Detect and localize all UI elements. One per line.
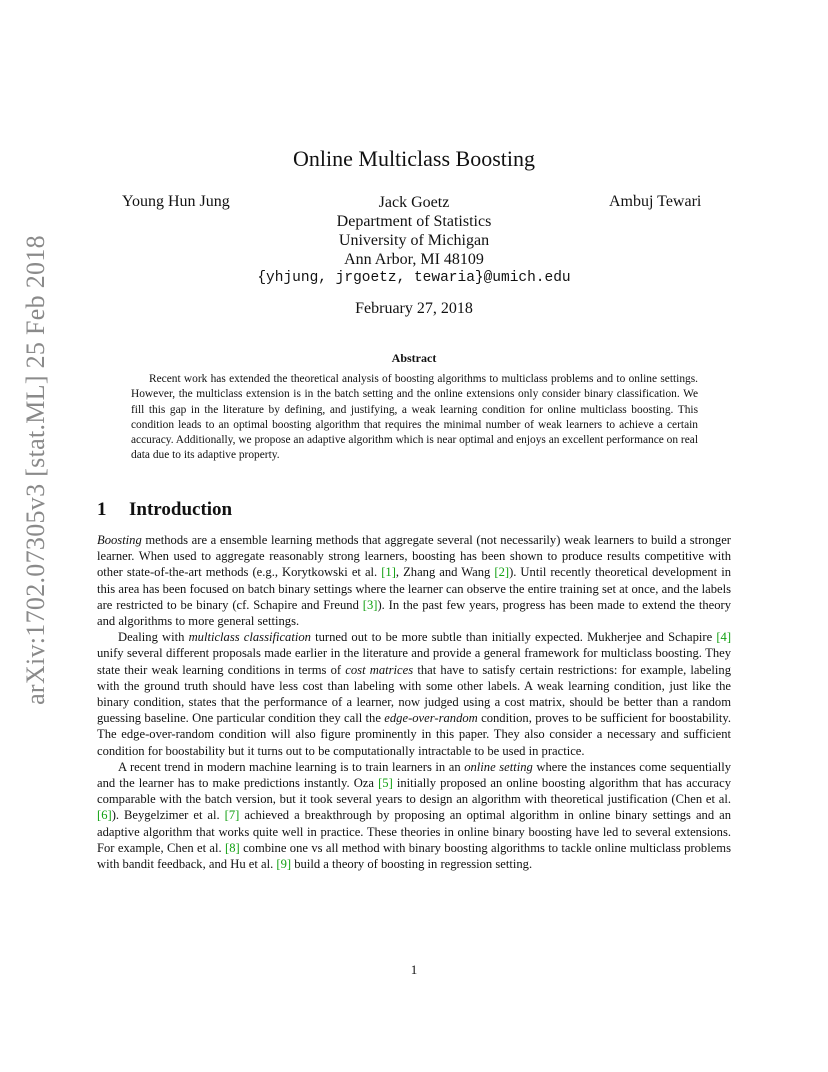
- citation-link[interactable]: [5]: [378, 776, 393, 791]
- emphasis-boosting: Boosting: [97, 533, 142, 547]
- abstract-text: Recent work has extended the theoretical analysis of boosting algorithms to multiclass problems and to online settings. However, the multiclass extension is in the batch setting and the online extensions only consider binary classification. We fill this gap in the literature by defining, and justifying, a weak learning condition for online multiclass boosting. This condition leads to an optimal boosting algorithm that requires the minimal number of weak learners to achieve a certain accuracy. Additionally, we propose an adaptive algorithm which is near optimal and enjoys an excellent performance on real data due to its adaptive property.: [131, 373, 698, 462]
- author-university: University of Michigan: [338, 232, 490, 249]
- text-run: build a theory of boosting in regression setting.: [291, 857, 533, 872]
- text-run: achieved a breakthrough by proposing an optimal algorithm in online binary settings and an adaptive algorithm that works quite well in practice. These theories in online binary boosting have led to several extensions. For example, Chen et al.: [97, 808, 732, 855]
- emphasis-cost-matrices: cost matrices: [345, 662, 414, 677]
- section-body: [97, 532, 731, 872]
- text-run: Dealing with: [118, 630, 189, 645]
- author-center: Jack Goetz: [378, 194, 450, 211]
- arxiv-identifier: arXiv:1702.07305v3 [stat.ML] 25 Feb 2018: [21, 235, 50, 705]
- emphasis-edge-over-random: edge-over-random: [384, 711, 478, 726]
- text-run: ). In the past few years, progress has been made to extend the theory and algorithms to more general settings.: [97, 597, 731, 629]
- citation-link[interactable]: [6]: [97, 808, 112, 823]
- abstract-heading: Abstract: [391, 351, 437, 365]
- author-city: Ann Arbor, MI 48109: [344, 251, 484, 268]
- section-heading: [97, 499, 232, 521]
- paragraph-3: [97, 759, 731, 872]
- citation-link[interactable]: [1]: [381, 565, 396, 580]
- section-number: 1: [97, 499, 107, 520]
- text-run: ). Until recently theoretical development in this area has been focused on batch binary settings where the learner can observe the entire training set at once, and the labels are restricted to be binary (cf. Schapire and Freund: [97, 565, 731, 612]
- text-run: A recent trend in modern machine learning is to train learners in an: [118, 759, 465, 774]
- text-run: combine one vs all method with binary boosting algorithms to tackle online multiclass problems with bandit feedback, and Hu et al.: [97, 840, 732, 872]
- author-right: Ambuj Tewari: [609, 193, 702, 210]
- citation-link[interactable]: [4]: [716, 630, 732, 645]
- emphasis-online-setting: online setting: [464, 759, 533, 774]
- citation-link[interactable]: [7]: [224, 808, 240, 823]
- citation-link[interactable]: [9]: [276, 857, 292, 872]
- text-run: methods are a ensemble learning methods that aggregate several (not necessarily) weak learners to build a stronger learner. When used to aggregate reasonably strong learners, boosting has been shown to produce results competitive with other state-of-the-art methods (e.g., Korytkowski et al.: [97, 533, 731, 580]
- text-run: initially proposed an online boosting algorithm that has accuracy comparable with the batch version, but it took several years to design an algorithm with theoretical justification (Chen et al.: [97, 776, 731, 807]
- author-department: Department of Statistics: [336, 213, 492, 230]
- paper-date: February 27, 2018: [355, 300, 473, 317]
- text-run: unify several different proposals made earlier in the literature and provide a general framework for multiclass boosting. They state their weak learning conditions in terms of: [97, 646, 731, 677]
- arxiv-side-stamp: [16, 235, 56, 705]
- author-left: Young Hun Jung: [122, 193, 230, 210]
- citation-link[interactable]: [2]: [494, 565, 510, 580]
- text-run: ). Beygelzimer et al.: [111, 808, 225, 823]
- text-run: condition, proves to be sufficient for boostability. The edge-over-random condition will also figure prominently in this paper. They also consider a necessary and sufficient condition for boostability but it turns out to be computationally intractable to be used in practice.: [97, 711, 731, 758]
- author-center-block: [0, 193, 828, 288]
- citation-link[interactable]: [8]: [225, 840, 240, 855]
- text-run: that have to satisfy certain restrictions: for example, labeling with the ground truth should have less cost than labeling with some other labels. A weak learning condition, just like the binary condition, states that the performance of a learner, now judged using a cost matrix, should be better than a random guessing baseline. One particular condition they call the: [97, 662, 731, 726]
- text-run: turned out to be more subtle than initially expected. Mukherjee and Schapire: [310, 630, 717, 645]
- page-number: 1: [410, 962, 418, 977]
- citation-link[interactable]: [3]: [362, 597, 378, 612]
- section-title: Introduction: [129, 499, 233, 520]
- paragraph-2: [97, 629, 731, 759]
- paper-title: Online Multiclass Boosting: [293, 146, 535, 171]
- text-run: where the instances come sequentially and the learner has to make predictions instantly. Oza: [97, 759, 731, 791]
- text-run: , Zhang and Wang: [395, 565, 495, 580]
- emphasis-multiclass: multiclass classification: [188, 630, 311, 645]
- paragraph-1: [97, 532, 731, 629]
- author-email: {yhjung, jrgoetz, tewaria}@umich.edu: [257, 270, 571, 286]
